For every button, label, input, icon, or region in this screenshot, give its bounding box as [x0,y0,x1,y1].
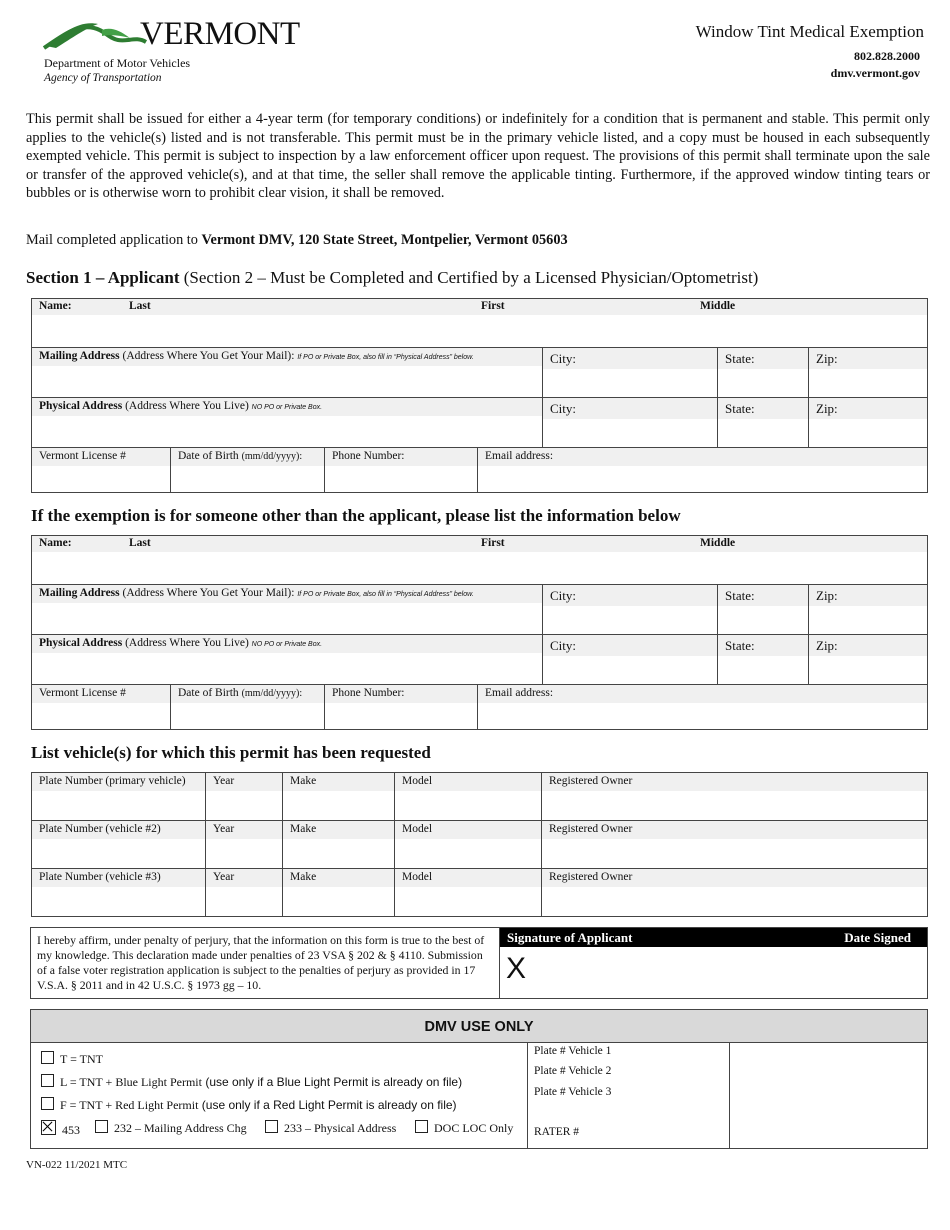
form-number: VN-022 11/2021 MTC [26,1159,128,1171]
signature-field[interactable] [499,928,927,998]
dmv-use-only-block [30,1009,928,1149]
applicant-mailing-zip-field[interactable]: Zip: [809,348,928,398]
checkbox-icon[interactable] [41,1097,54,1110]
checkbox-icon[interactable] [41,1051,54,1064]
vehicle2-plate-field[interactable]: Plate Number (vehicle #2) [32,821,206,869]
affirmation-block [30,927,928,999]
vehicle2-model-field[interactable]: Model [395,821,542,869]
checked-checkbox-icon[interactable] [41,1120,56,1135]
mail-instructions: Mail completed application to Vermont DMV, 120 State Street, Montpelier, Vermont 05603 [26,232,568,248]
intro-paragraph: This permit shall be issued for either a 4-year term (for temporary conditions) or indefinitely for a condition that is permanent and stable. This permit only applies to the vehicle(s) listed and is not transferable. This permit must be in the primary vehicle listed, and a copy must be housed in each subsequently exempted vehicle. This permit is subject to inspection by a law enforcement officer upon request. The provisions of this permit shall terminate upon the sale or transfer of the approved vehicle(s), and at that time, the seller shall remove the applicable tinting. Furthermore, if the approved window tinting tears or bubbles or is otherwise worn to prohibit clear vision, it shall be removed. [26,111,930,202]
affirmation-text: I hereby affirm, under penalty of perjury, that the information on this form is true to the best of my knowledge. This declaration made under penalties of 23 VSA § 202 & § 4110. Submission of a false voter registration application is subject to the penalties of perjury as provided in 17 V.S.A. § 2011 and in 42 U.S.C. § 1973 gg – 10. [37,933,485,992]
vehicle3-owner-field[interactable]: Registered Owner [542,869,928,917]
vehicles-heading: List vehicle(s) for which this permit has been requested [31,743,431,762]
form-title: Window Tint Medical Exemption [695,22,924,41]
vehicle1-year-field[interactable]: Year [206,773,283,821]
other-physical-address-field[interactable]: Physical Address (Address Where You Live) NO PO or Private Box. [32,635,543,685]
applicant-table [31,298,928,493]
vehicle3-model-field[interactable]: Model [395,869,542,917]
vehicle-row [32,773,928,821]
plate-vehicle-2-label: Plate # Vehicle 2 [534,1065,612,1077]
vehicle1-model-field[interactable]: Model [395,773,542,821]
applicant-mailing-state-field[interactable]: State: [718,348,809,398]
other-mailing-zip-field[interactable]: Zip: [809,585,928,635]
department-name: Department of Motor Vehicles [44,56,191,70]
state-name: VERMONT [140,16,300,52]
checkbox-icon[interactable] [41,1074,54,1087]
option-453[interactable]: 453 [41,1120,80,1138]
vehicle-row [32,821,928,869]
vehicle3-plate-field[interactable]: Plate Number (vehicle #3) [32,869,206,917]
other-dob-field[interactable]: Date of Birth (mm/dd/yyyy): [171,685,325,730]
option-233[interactable]: 233 – Physical Address [265,1120,396,1136]
vehicle1-make-field[interactable]: Make [283,773,395,821]
checkbox-icon[interactable] [415,1120,428,1133]
vehicle2-make-field[interactable]: Make [283,821,395,869]
other-license-field[interactable]: Vermont License # [32,685,171,730]
applicant-physical-city-field[interactable]: City: [543,398,718,448]
applicant-mailing-address-field[interactable]: Mailing Address (Address Where You Get Your Mail): If PO or Private Box, also fill in “Physical Address” below. [32,348,543,398]
other-email-field[interactable]: Email address: [478,685,928,730]
vehicle3-make-field[interactable]: Make [283,869,395,917]
applicant-email-field[interactable]: Email address: [478,448,928,493]
vehicle3-year-field[interactable]: Year [206,869,283,917]
other-phone-field[interactable]: Phone Number: [325,685,478,730]
other-mailing-city-field[interactable]: City: [543,585,718,635]
vehicle2-owner-field[interactable]: Registered Owner [542,821,928,869]
other-physical-zip-field[interactable]: Zip: [809,635,928,685]
other-physical-state-field[interactable]: State: [718,635,809,685]
applicant-phone-field[interactable]: Phone Number: [325,448,478,493]
vehicle2-year-field[interactable]: Year [206,821,283,869]
vehicle-row [32,869,928,917]
option-doc-loc[interactable]: DOC LOC Only [415,1120,513,1136]
vehicles-table [31,772,928,917]
option-blue-light[interactable]: L = TNT + Blue Light Permit (use only if a Blue Light Permit is already on file) [41,1074,462,1090]
applicant-physical-address-field[interactable]: Physical Address (Address Where You Live) NO PO or Private Box. [32,398,543,448]
vermont-logo [42,18,312,54]
option-red-light[interactable]: F = TNT + Red Light Permit (use only if a Red Light Permit is already on file) [41,1097,457,1113]
applicant-mailing-city-field[interactable]: City: [543,348,718,398]
vehicle1-owner-field[interactable]: Registered Owner [542,773,928,821]
section1-heading: Section 1 – Applicant (Section 2 – Must be Completed and Certified by a Licensed Physician/Optometrist) [26,268,759,287]
applicant-physical-state-field[interactable]: State: [718,398,809,448]
checkbox-icon[interactable] [265,1120,278,1133]
plate-vehicle-1-label: Plate # Vehicle 1 [534,1045,612,1057]
other-physical-city-field[interactable]: City: [543,635,718,685]
applicant-license-field[interactable]: Vermont License # [32,448,171,493]
dmv-use-only-title: DMV USE ONLY [31,1010,927,1043]
option-232[interactable]: 232 – Mailing Address Chg [95,1120,247,1136]
rater-label: RATER # [534,1126,580,1138]
dmv-plate-fields [528,1043,730,1148]
date-signed-label: Date Signed [844,930,911,945]
agency-name: Agency of Transportation [44,72,162,84]
other-person-table [31,535,928,730]
other-mailing-state-field[interactable]: State: [718,585,809,635]
plate-vehicle-3-label: Plate # Vehicle 3 [534,1086,612,1098]
other-mailing-address-field[interactable]: Mailing Address (Address Where You Get Your Mail): If PO or Private Box, also fill in “Physical Address” below. [32,585,543,635]
website: dmv.vermont.gov [830,66,920,80]
option-tnt[interactable]: T = TNT [41,1051,103,1067]
vehicle1-plate-field[interactable]: Plate Number (primary vehicle) [32,773,206,821]
mail-address: Vermont DMV, 120 State Street, Montpelier, Vermont 05603 [201,232,568,248]
dmv-options [31,1043,528,1148]
signature-label: Signature of Applicant [507,930,633,945]
applicant-name-field[interactable]: Name: Last First Middle [32,299,928,348]
other-person-heading: If the exemption is for someone other than the applicant, please list the information below [31,506,681,525]
phone-number: 802.828.2000 [854,49,920,63]
checkbox-icon[interactable] [95,1120,108,1133]
other-name-field[interactable]: Name: Last First Middle [32,536,928,585]
applicant-dob-field[interactable]: Date of Birth (mm/dd/yyyy): [171,448,325,493]
applicant-physical-zip-field[interactable]: Zip: [809,398,928,448]
signature-mark: X [506,952,527,985]
